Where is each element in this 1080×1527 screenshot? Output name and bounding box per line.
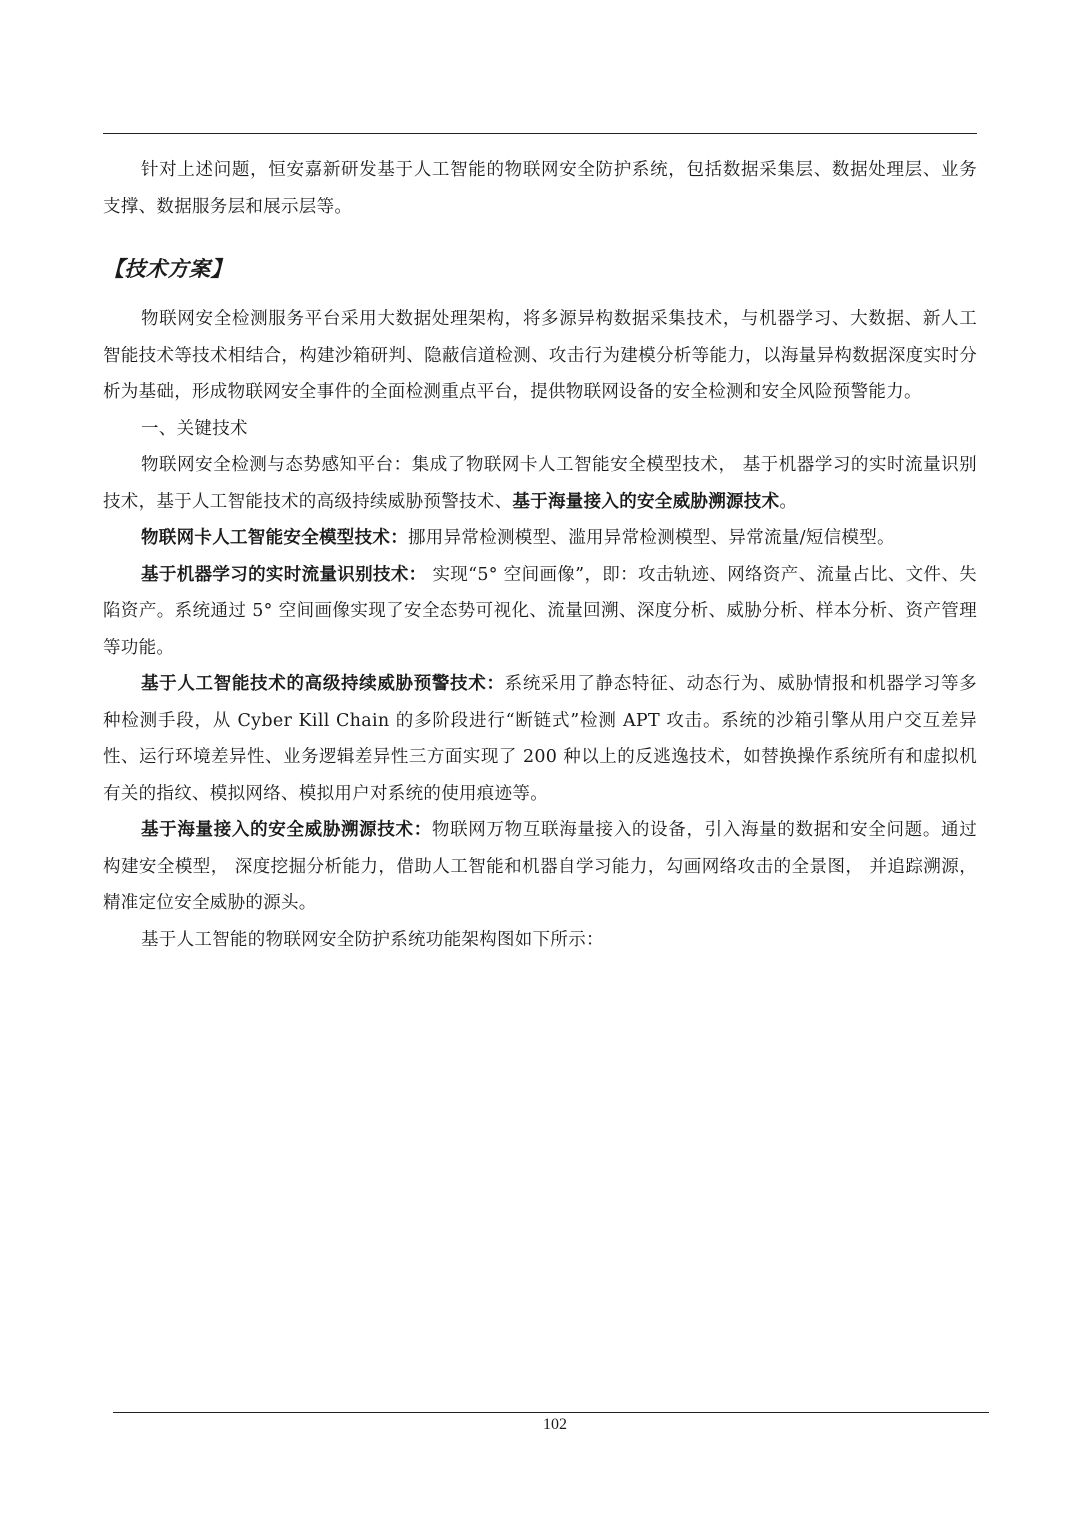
bold-term: 基于海量接入的安全威胁溯源技术	[512, 491, 780, 512]
key-tech-paragraph	[103, 447, 977, 520]
threat-tracing-paragraph	[103, 812, 977, 922]
page-number: 102	[543, 1416, 567, 1433]
footer-rule	[113, 1412, 989, 1413]
page-body	[103, 152, 977, 958]
bold-term: 基于人工智能技术的高级持续威胁预警技术：	[141, 674, 505, 694]
apt-warning-paragraph	[103, 666, 977, 812]
header-rule	[103, 133, 977, 134]
paragraph-text: 系统采用了静态特征、动态行为、威胁情报和机器学习等多种检测手段，从 Cyber Kill Chain 的多阶段进行“断链式”检测 APT 攻击。系统的沙箱引擎从用户交互差异性、运行环境差异性、业务逻辑差异性三方面实现了 200 种以上的反逃逸技术，如替换操作系统所有和虚拟机有关的指纹、模拟网络、模拟用户对系统的使用痕迹等。	[103, 674, 977, 804]
paragraph-text: 。	[779, 491, 798, 512]
paragraph-text: 挪用异常检测模型、滥用异常检测模型、异常流量/短信模型。	[408, 528, 895, 548]
section-heading: 【技术方案】	[103, 256, 232, 281]
paragraph-text: 实现“5° 空间画像”，即：攻击轨迹、网络资产、流量占比、文件、失陷资产。系统通过 5° 空间画像实现了安全态势可视化、流量回溯、深度分析、威胁分析、样本分析、资产管理等功能。	[103, 564, 977, 658]
ai-model-paragraph	[103, 520, 977, 557]
sub-heading: 一、关键技术	[141, 418, 248, 439]
bold-term: 物联网卡人工智能安全模型技术：	[141, 528, 408, 548]
spacer	[103, 287, 977, 301]
intro-paragraph: 针对上述问题，恒安嘉新研发基于人工智能的物联网安全防护系统，包括数据采集层、数据处理层、业务支撑、数据服务层和展示层等。	[103, 160, 977, 217]
bold-term: 基于机器学习的实时流量识别技术：	[141, 564, 427, 585]
paragraph-text: 物联网万物互联海量接入的设备，引入海量的数据和安全问题。通过构建安全模型， 深度挖掘分析能力，借助人工智能和机器自学习能力，勾画网络攻击的全景图， 并追踪溯源，精准定位安全威胁的源头。	[103, 820, 977, 913]
traffic-recognition-paragraph	[103, 557, 977, 667]
overview-paragraph: 物联网安全检测服务平台采用大数据处理架构，将多源异构数据采集技术，与机器学习、大数据、新人工智能技术等技术相结合，构建沙箱研判、隐蔽信道检测、攻击行为建模分析等能力，以海量异构数据深度实时分析为基础，形成物联网安全事件的全面检测重点平台，提供物联网设备的安全检测和安全风险预警能力。	[103, 309, 977, 402]
paragraph-text: 物联网安全检测与态势感知平台：集成了物联网卡人工智能安全模型技术， 基于机器学习的实时流量识别技术，基于人工智能技术的高级持续威胁预警技术、	[103, 455, 977, 512]
spacer	[103, 225, 977, 251]
architecture-intro-paragraph: 基于人工智能的物联网安全防护系统功能架构图如下所示：	[141, 929, 604, 950]
bold-term: 基于海量接入的安全威胁溯源技术：	[141, 820, 432, 840]
